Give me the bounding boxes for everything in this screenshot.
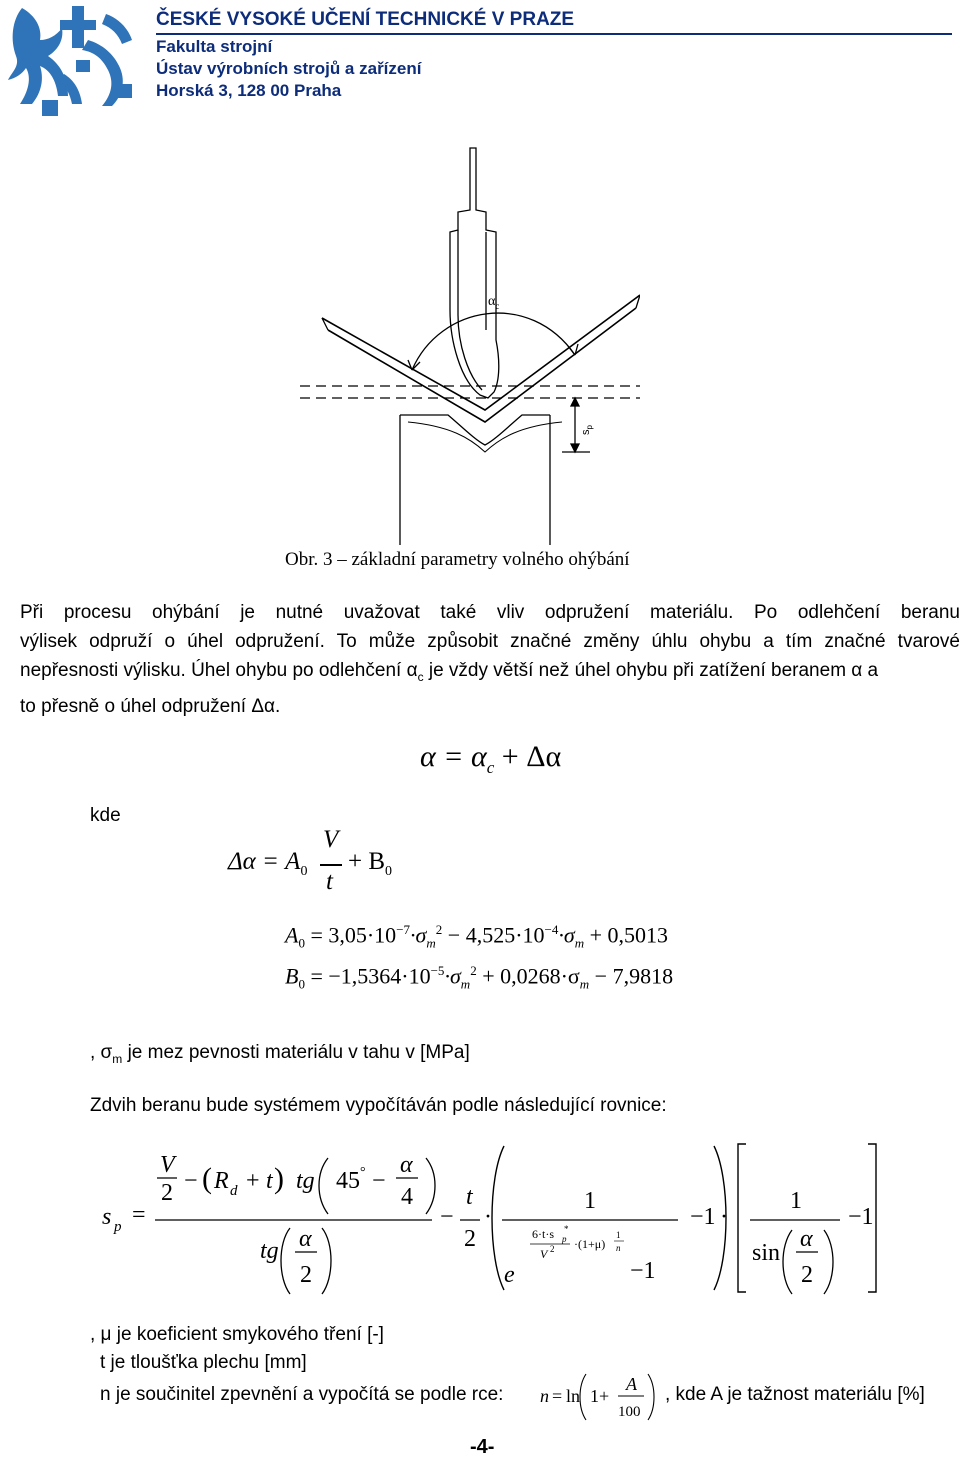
a-note: , kde A je tažnost materiálu [%] — [665, 1384, 925, 1405]
svg-text:=: = — [552, 1386, 563, 1406]
header-institute: Ústav výrobních strojů a zařízení — [156, 59, 422, 78]
svg-text:4: 4 — [401, 1184, 413, 1210]
svg-text:1: 1 — [584, 1188, 596, 1214]
delta-fraction-bar — [320, 864, 342, 866]
equation-alpha: $\alpha = \alpha_c + \Delta\alpha$ — [420, 740, 562, 777]
svg-text:−1: −1 — [848, 1204, 874, 1230]
svg-text:e: e — [504, 1262, 515, 1288]
svg-text:2: 2 — [464, 1226, 476, 1252]
bending-figure — [300, 140, 640, 545]
stroke-intro: Zdvih beranu bude systémem vypočítáván podle následující rovnice: — [90, 1095, 667, 1116]
n-formula — [540, 1368, 660, 1424]
svg-text:−: − — [184, 1168, 198, 1194]
paragraph-line-1: Při procesu ohýbání je nutné uvažovat také vliv odpružení materiálu. Po odlehčení beranu — [20, 602, 960, 623]
svg-text:2: 2 — [550, 1244, 555, 1254]
sp-lhs: s — [102, 1204, 112, 1230]
svg-text:+: + — [246, 1168, 260, 1194]
svg-text:A: A — [626, 1374, 637, 1394]
delta-fraction-den: t — [326, 868, 333, 895]
svg-text:t: t — [266, 1168, 273, 1194]
mu-note: , μ je koeficient smykového tření [-] — [90, 1324, 384, 1345]
svg-text:6·t·s: 6·t·s — [532, 1227, 554, 1241]
header-faculty: Fakulta strojní — [156, 37, 273, 56]
svg-text:2: 2 — [161, 1180, 173, 1206]
svg-text:α: α — [299, 1226, 312, 1252]
svg-text:=: = — [132, 1202, 146, 1228]
equation-b0: $B_0 = -1,5364\cdot 10^{-5}\cdot\sigma_m^2 + 0,0268\cdot\sigma_m - 7,9818$ — [285, 963, 674, 992]
paragraph-line-2: výlisek odpruží o úhel odpružení. To může způsobit značné změny úhlu ohybu a tím značné tvarové — [20, 631, 960, 652]
svg-text:n: n — [616, 1243, 621, 1253]
svg-text:100: 100 — [618, 1404, 641, 1420]
svg-text:−: − — [440, 1204, 454, 1230]
svg-text:*: * — [564, 1224, 569, 1234]
svg-text:°: ° — [360, 1165, 366, 1180]
svg-text:·: · — [484, 1204, 492, 1230]
svg-text:2: 2 — [300, 1262, 312, 1288]
delta-lhs: $\Delta\alpha = A_0$ — [228, 848, 308, 879]
svg-text:·(1+μ): ·(1+μ) — [574, 1237, 606, 1251]
equation-a0: $A_0 = 3,05\cdot 10^{-7}\cdot\sigma_m^2 - 4,525\cdot 10^{-4}\cdot\sigma_m + 0,5013$ — [285, 922, 669, 951]
svg-text:−1: −1 — [630, 1258, 656, 1284]
svg-text:1+: 1+ — [590, 1386, 610, 1406]
delta-fraction-num: V — [323, 826, 339, 853]
where-label: kde — [90, 805, 121, 826]
svg-text:V: V — [160, 1152, 175, 1178]
svg-text:45: 45 — [336, 1168, 360, 1194]
svg-text:tg: tg — [260, 1238, 279, 1264]
figure-caption: Obr. 3 – základní parametry volného ohýbání — [285, 549, 630, 570]
t-note: t je tloušťka plechu [mm] — [100, 1352, 307, 1373]
svg-text:p: p — [114, 1219, 122, 1235]
header-rule — [156, 33, 952, 35]
figure-label-alpha-c: $\alpha_c$ — [488, 294, 500, 311]
page-number: -4- — [470, 1436, 495, 1458]
svg-text:·: · — [720, 1204, 728, 1230]
svg-text:α: α — [800, 1226, 813, 1252]
delta-tail: + $B_0$ — [348, 848, 393, 879]
svg-text:R: R — [214, 1168, 229, 1194]
header-address: Horská 3, 128 00 Praha — [156, 81, 342, 100]
paragraph-line-4: to přesně o úhel odpružení Δα. — [20, 695, 281, 717]
svg-text:V: V — [540, 1247, 548, 1261]
svg-text:n: n — [540, 1386, 549, 1406]
header-university: ČESKÉ VYSOKÉ UČENÍ TECHNICKÉ V PRAZE — [156, 9, 575, 30]
svg-text:−1: −1 — [690, 1204, 716, 1230]
svg-text:t: t — [466, 1184, 473, 1210]
svg-text:2: 2 — [801, 1262, 813, 1288]
svg-text:1: 1 — [790, 1188, 802, 1214]
svg-text:tg: tg — [296, 1168, 315, 1194]
svg-text:d: d — [230, 1183, 238, 1199]
university-logo — [2, 0, 142, 118]
paragraph — [20, 598, 960, 721]
sigma-note: , $\sigma_m$ je mez pevnosti materiálu v tahu v [MPa] — [90, 1042, 470, 1066]
svg-text:p: p — [562, 1234, 567, 1244]
figure-label-sp: $s_p$ — [580, 425, 595, 435]
svg-text:): ) — [274, 1162, 284, 1195]
svg-text:−: − — [372, 1168, 386, 1194]
svg-text:sin: sin — [752, 1240, 781, 1266]
n-note: n je součinitel zpevnění a vypočítá se podle rce: — [100, 1384, 504, 1405]
svg-text:1: 1 — [616, 1230, 621, 1240]
equation-stroke — [100, 1138, 890, 1298]
svg-text:α: α — [400, 1152, 413, 1178]
svg-text:(: ( — [202, 1162, 212, 1195]
svg-text:ln: ln — [566, 1386, 581, 1406]
paragraph-line-3: nepřesnosti výlisku. Úhel ohybu po odlehčení $\alpha_c$ je vždy větší než úhel ohybu při zatížení beranem α a — [20, 660, 879, 684]
